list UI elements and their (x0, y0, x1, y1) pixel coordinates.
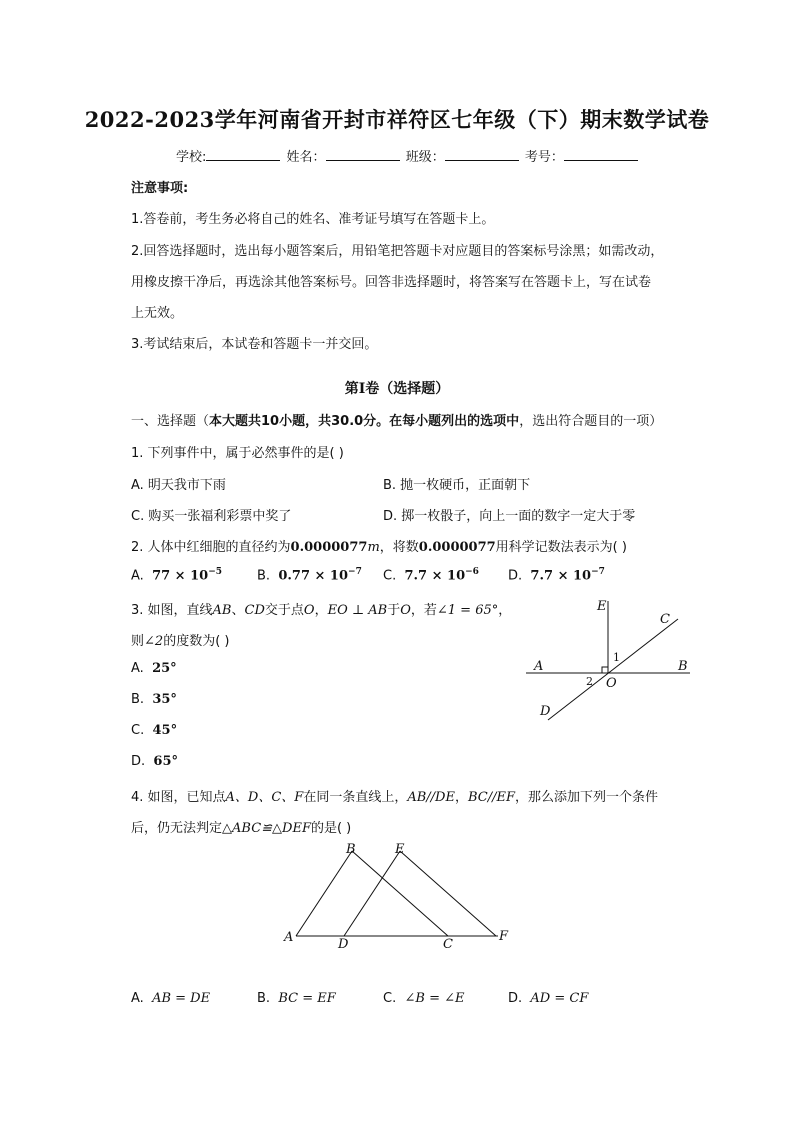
note-item-3: 3.考试结束后，本试卷和答题卡一并交回。 (131, 337, 378, 352)
q3-option-a-label: A. (131, 661, 144, 676)
q1-stem: 1. 下列事件中，属于必然事件的是( ) (131, 446, 344, 461)
q4-stem-line-2 (131, 817, 351, 836)
q1-option-a: A. 明天我市下雨 (131, 478, 226, 493)
label-angle-2: 2 (586, 675, 593, 688)
q3-comma: ， (314, 603, 328, 618)
q4-option-a-label: A. (131, 991, 144, 1006)
q3-text-e: ， (498, 603, 512, 618)
q2-option-c-exp: −6 (465, 567, 479, 577)
q3-text-c: 于 (387, 603, 401, 618)
q3-angle-2: ∠2 (144, 634, 164, 649)
q2-option-a (131, 567, 222, 583)
q2-option-b-coef: 0.77 × 10 (278, 568, 349, 584)
q3-text-b: 交于点 (264, 603, 304, 618)
q4-option-a-value: AB = DE (152, 991, 211, 1006)
q3-text-a: 3. 如图，直线 (131, 603, 213, 618)
q3-figure (520, 595, 700, 725)
q4-bc-parallel-ef: BC//EF (467, 790, 515, 805)
q4-text-d: 后，仍无法判定 (131, 821, 223, 836)
q4-option-b-label: B. (257, 991, 271, 1006)
q2-value-2: 0.0000077 (418, 540, 496, 555)
q2-option-d (508, 567, 605, 583)
segment-ef (400, 851, 496, 936)
label-c: C (443, 937, 453, 952)
q3-option-c-label: C. (131, 723, 145, 738)
q3-sep: 、 (231, 603, 245, 618)
q2-stem-part-c: 用科学记数法表示为( ) (495, 540, 627, 555)
q1-option-b: B. 抛一枚硬币，正面朝下 (383, 478, 531, 493)
q2-stem-part-a: 2. 人体中红细胞的直径约为 (131, 540, 291, 555)
student-info-line (176, 146, 640, 165)
exam-number-label: 考号： (524, 150, 564, 165)
label-d: D (540, 704, 551, 719)
q2-option-d-label: D. (508, 568, 523, 584)
q4-points: A、D、C、F (225, 790, 304, 805)
q4-figure (280, 838, 515, 953)
notes-heading: 注意事项: (131, 181, 189, 196)
q3-ab: AB (212, 603, 232, 618)
q3-option-d-label: D. (131, 754, 146, 769)
label-c: C (660, 612, 670, 627)
part1-heading-prefix: 一、选择题（ (131, 414, 210, 429)
q4-text-e: 的是( ) (310, 821, 352, 836)
q2-option-c (383, 567, 479, 583)
segment-ab (296, 851, 352, 936)
q4-ab-parallel-de: AB//DE (407, 790, 455, 805)
label-d: D (338, 937, 349, 952)
note-item-1: 1.答卷前，考生务必将自己的姓名、准考证号填写在答题卡上。 (131, 212, 495, 227)
q4-option-d (508, 991, 588, 1006)
q4-text-a: 4. 如图，已知点 (131, 790, 226, 805)
q2-stem-part-b: ，将数 (379, 540, 419, 555)
q4-option-d-value: AD = CF (530, 991, 589, 1006)
q4-option-a (131, 991, 210, 1006)
q3-option-b-value: 35° (152, 692, 177, 707)
label-e: E (395, 842, 405, 857)
q3-text-d: ，若 (410, 603, 437, 618)
q2-option-d-coef: 7.7 × 10 (530, 568, 592, 584)
q2-option-d-exp: −7 (591, 567, 605, 577)
segment-de (344, 851, 400, 936)
q4-option-c-value: ∠B = ∠E (404, 991, 465, 1006)
q3-text-g: 的度数为( ) (163, 634, 230, 649)
school-blank (206, 148, 280, 161)
q3-option-b-label: B. (131, 692, 145, 707)
q4-stem-line-1 (131, 786, 658, 805)
q2-option-a-exp: −5 (208, 567, 223, 577)
q4-text-b: 在同一条直线上， (303, 790, 408, 805)
q3-stem-line-2 (131, 630, 229, 649)
q2-option-c-coef: 7.7 × 10 (404, 568, 466, 584)
label-a: A (284, 930, 294, 945)
label-a: A (534, 659, 544, 674)
q4-text-c: ，那么添加下列一个条件 (515, 790, 659, 805)
label-b: B (346, 842, 356, 857)
q3-eo-perp-ab: EO ⊥ AB (327, 603, 388, 618)
q1-option-d: D. 掷一枚骰子，向上一面的数字一定大于零 (383, 509, 636, 524)
q2-option-b-label: B. (257, 568, 271, 584)
note-item-2-line-3: 上无效。 (131, 306, 184, 321)
q3-text-f: 则 (131, 634, 145, 649)
line-cd (548, 619, 678, 720)
label-f: F (499, 929, 509, 944)
q2-option-c-label: C. (383, 568, 397, 584)
q3-option-b (131, 692, 177, 707)
segment-bc (352, 851, 448, 936)
note-item-2-line-2: 用橡皮擦干净后，再选涂其他答案标号。回答非选择题时，将答案写在答题卡上，写在试卷 (131, 275, 652, 290)
q4-option-c (383, 991, 464, 1006)
part1-heading-bold: 本大题共10小题，共30.0分。在每小题列出的选项中 (209, 414, 520, 429)
q3-cd: CD (244, 603, 265, 618)
q3-o2: O (400, 603, 411, 618)
q2-option-b-exp: −7 (348, 567, 362, 577)
q4-option-c-label: C. (383, 991, 397, 1006)
q3-option-a (131, 661, 177, 676)
q1-option-c: C. 购买一张福利彩票中奖了 (131, 509, 292, 524)
label-e: E (597, 599, 607, 614)
q3-stem-line-1 (131, 599, 511, 618)
label-o: O (606, 676, 617, 691)
q3-option-d (131, 754, 178, 769)
name-label: 姓名： (286, 150, 326, 165)
right-angle-mark (602, 667, 608, 673)
name-blank (326, 148, 400, 161)
q3-option-c (131, 723, 177, 738)
q2-stem (131, 536, 627, 555)
exam-number-blank (564, 148, 638, 161)
q4-congruence: △ABC≌△DEF (222, 821, 311, 836)
q3-angle-1: ∠1 = 65° (436, 603, 499, 618)
page-title: 2022-2023学年河南省开封市祥符区七年级（下）期末数学试卷 (84, 107, 710, 132)
q3-option-c-value: 45° (152, 723, 178, 738)
q2-option-a-label: A. (131, 568, 144, 584)
q4-option-b (257, 991, 336, 1006)
school-label: 学校: (176, 150, 207, 165)
part1-heading-suffix: ，选出符合题目的一项） (519, 414, 663, 429)
label-angle-1: 1 (613, 651, 620, 664)
q3-o: O (303, 603, 315, 618)
q2-unit: m (367, 540, 380, 555)
q3-option-d-value: 65° (153, 754, 179, 769)
q2-value-1: 0.0000077 (290, 540, 368, 555)
q4-comma: ， (454, 790, 468, 805)
class-label: 班级： (405, 150, 445, 165)
q4-option-b-value: BC = EF (278, 991, 336, 1006)
q2-option-a-coef: 77 × 10 (152, 568, 209, 584)
part1-heading (131, 410, 662, 429)
q3-option-a-value: 25° (152, 661, 177, 676)
label-b: B (678, 659, 688, 674)
q2-option-b (257, 567, 362, 583)
q4-option-d-label: D. (508, 991, 523, 1006)
section-title: 第I卷（选择题） (344, 381, 450, 397)
note-item-2-line-1: 2.回答选择题时，选出每小题答案后，用铅笔把答题卡对应题目的答案标号涂黑；如需改动， (131, 244, 664, 259)
class-blank (445, 148, 519, 161)
